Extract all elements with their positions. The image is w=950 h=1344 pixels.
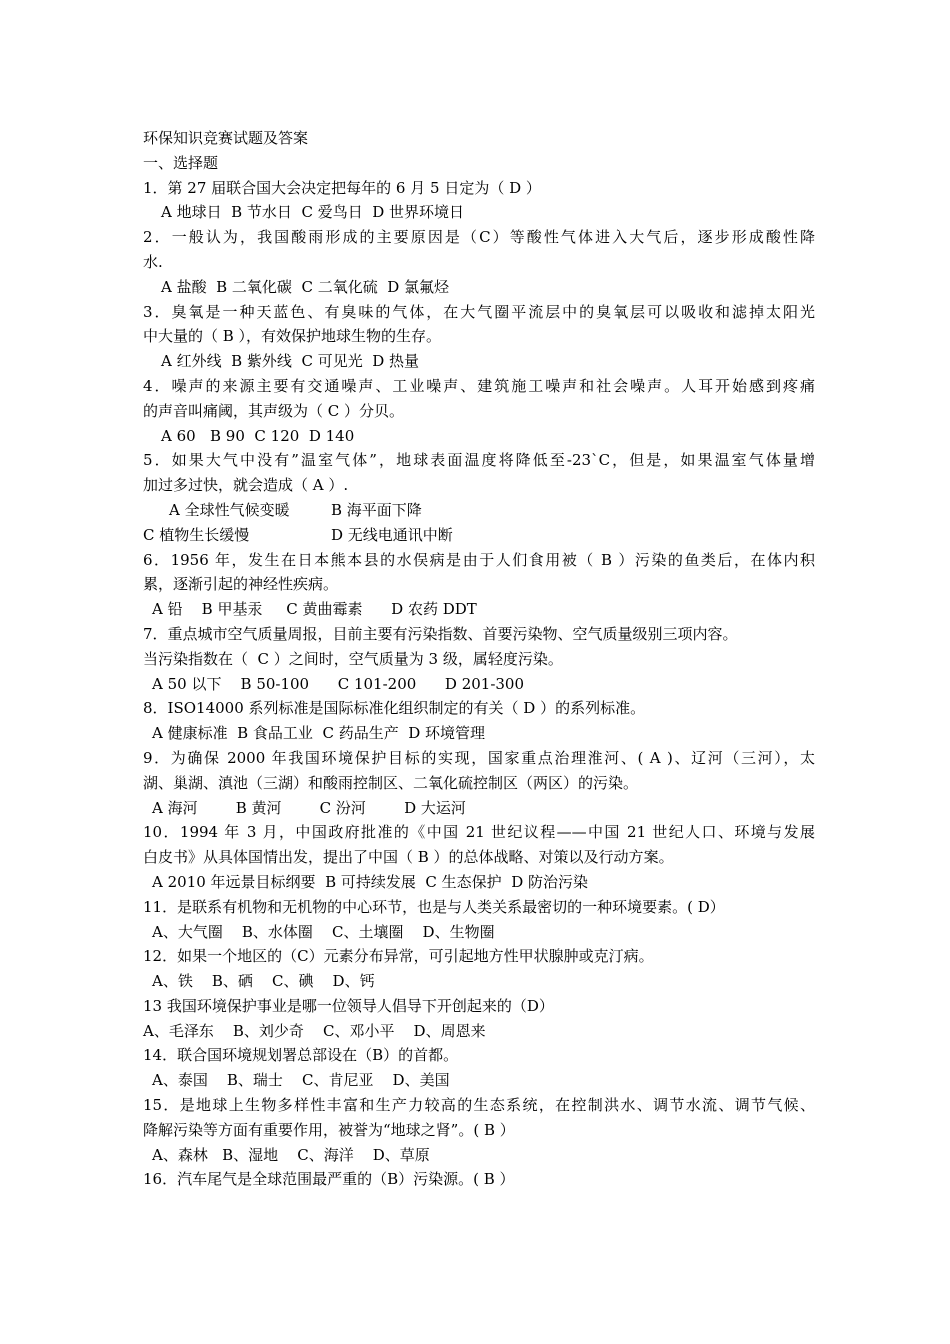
text-line: A、铁 B、硒 C、碘 D、钙 [152,972,375,991]
text-line: 当污染指数在（ C ）之间时，空气质量为 3 级，属轻度污染。 [143,649,563,668]
option-text: B 海平面下降 [331,500,422,519]
text-line: 6．1956 年，发生在日本熊本县的水俣病是由于人们食用被（ B ）污染的鱼类后，在体内积 [143,550,815,569]
text-line: A、毛泽东 B、刘少奇 C、邓小平 D、周恩来 [143,1021,486,1040]
q5-options [143,498,815,548]
text-line: A 铅 B 甲基汞 C 黄曲霉素 D 农药 DDT [152,600,477,619]
text-line: 11．是联系有机物和无机物的中心环节，也是与人类关系最密切的一种环境要素。( D） [143,897,725,916]
text-line: 8．ISO14000 系列标准是国际标准化组织制定的有关（ D ）的系列标准。 [143,699,646,718]
question-block [143,176,815,498]
text-line: 9．为确保 2000 年我国环境保护目标的实现，国家重点治理淮河、( A )、辽河（三河），太 [143,748,815,767]
question-block [143,548,815,1193]
text-line: 16．汽车尾气是全球范围最严重的（B）污染源。( B ） [143,1170,515,1189]
text-line: 3．臭氧是一种天蓝色、有臭味的气体，在大气圈平流层中的臭氧层可以吸收和滤掉太阳光 [143,302,815,321]
text-line: A、泰国 B、瑞士 C、肯尼亚 D、美国 [152,1071,450,1090]
document-title: 环保知识竞赛试题及答案 [143,129,309,147]
text-line: A 地球日 B 节水日 C 爱鸟日 D 世界环境日 [161,203,465,222]
text-line: 12．如果一个地区的（C）元素分布异常，可引起地方性甲状腺肿或克汀病。 [143,947,654,966]
text-line: A、森林 B、湿地 C、海洋 D、草原 [152,1145,430,1164]
text-line: A 健康标准 B 食品工业 C 药品生产 D 环境管理 [152,724,486,743]
option-row [143,523,815,548]
text-line: 10．1994 年 3 月，中国政府批准的《中国 21 世纪议程——中国 21 世纪人口、环境与发展 [143,823,815,842]
section-heading: 一、选择题 [143,153,219,172]
text-line: 水. [143,252,163,271]
document-page [143,126,815,1192]
text-line: 2．一般认为，我国酸雨形成的主要原因是（C）等酸性气体进入大气后，逐步形成酸性降 [143,228,815,247]
text-line: 白皮书》从具体国情出发，提出了中国（ B ）的总体战略、对策以及行动方案。 [143,848,674,867]
text-line: 累，逐渐引起的神经性疾病。 [143,575,339,594]
text-line: 湖、巢湖、滇池（三湖）和酸雨控制区、二氧化硫控制区（两区）的污染。 [143,773,639,792]
option-text: C 植物生长缓慢 [143,525,250,544]
option-row [143,498,815,523]
text-line: A 50 以下 B 50-100 C 101-200 D 201-300 [152,674,525,693]
text-line: 5．如果大气中没有”温室气体”，地球表面温度将降低至-23`C，但是，如果温室气体量增 [143,451,815,470]
option-text: D 无线电通讯中断 [331,525,453,544]
text-line: 7．重点城市空气质量周报，目前主要有污染指数、首要污染物、空气质量级别三项内容。 [143,624,738,643]
option-text: A 全球性气候变暖 [169,500,290,519]
text-line: 15．是地球上生物多样性丰富和生产力较高的生态系统，在控制洪水、调节水流、调节气候、 [143,1096,815,1115]
text-line: A 60 B 90 C 120 D 140 [161,426,355,445]
text-line: 加过多过快，就会造成（ A ）. [143,476,349,495]
text-line: 13 我国环境保护事业是哪一位领导人倡导下开创起来的（D） [143,996,554,1015]
text-line: A 红外线 B 紫外线 C 可见光 D 热量 [161,352,420,371]
text-line: 14．联合国环境规划署总部设在（B）的首都。 [143,1046,459,1065]
text-line: 4．噪声的来源主要有交通噪声、工业噪声、建筑施工噪声和社会噪声。人耳开始感到疼痛 [143,376,815,395]
text-line: A 2010 年远景目标纲要 B 可持续发展 C 生态保护 D 防治污染 [152,872,588,891]
text-line: 中大量的（ B ），有效保护地球生物的生存。 [143,327,442,346]
text-line: A 海河 B 黄河 C 汾河 D 大运河 [152,798,466,817]
text-line: 1．第 27 届联合国大会决定把每年的 6 月 5 日定为（ D ） [143,178,541,197]
text-line: A 盐酸 B 二氧化碳 C 二氧化硫 D 氯氟烃 [161,277,450,296]
text-line: A、大气圈 B、水体圈 C、土壤圈 D、生物圈 [152,922,495,941]
text-line: 的声音叫痛阈，其声级为（ C ）分贝。 [143,401,405,420]
text-line: 降解污染等方面有重要作用，被誉为“地球之肾”。( B ） [143,1120,515,1139]
